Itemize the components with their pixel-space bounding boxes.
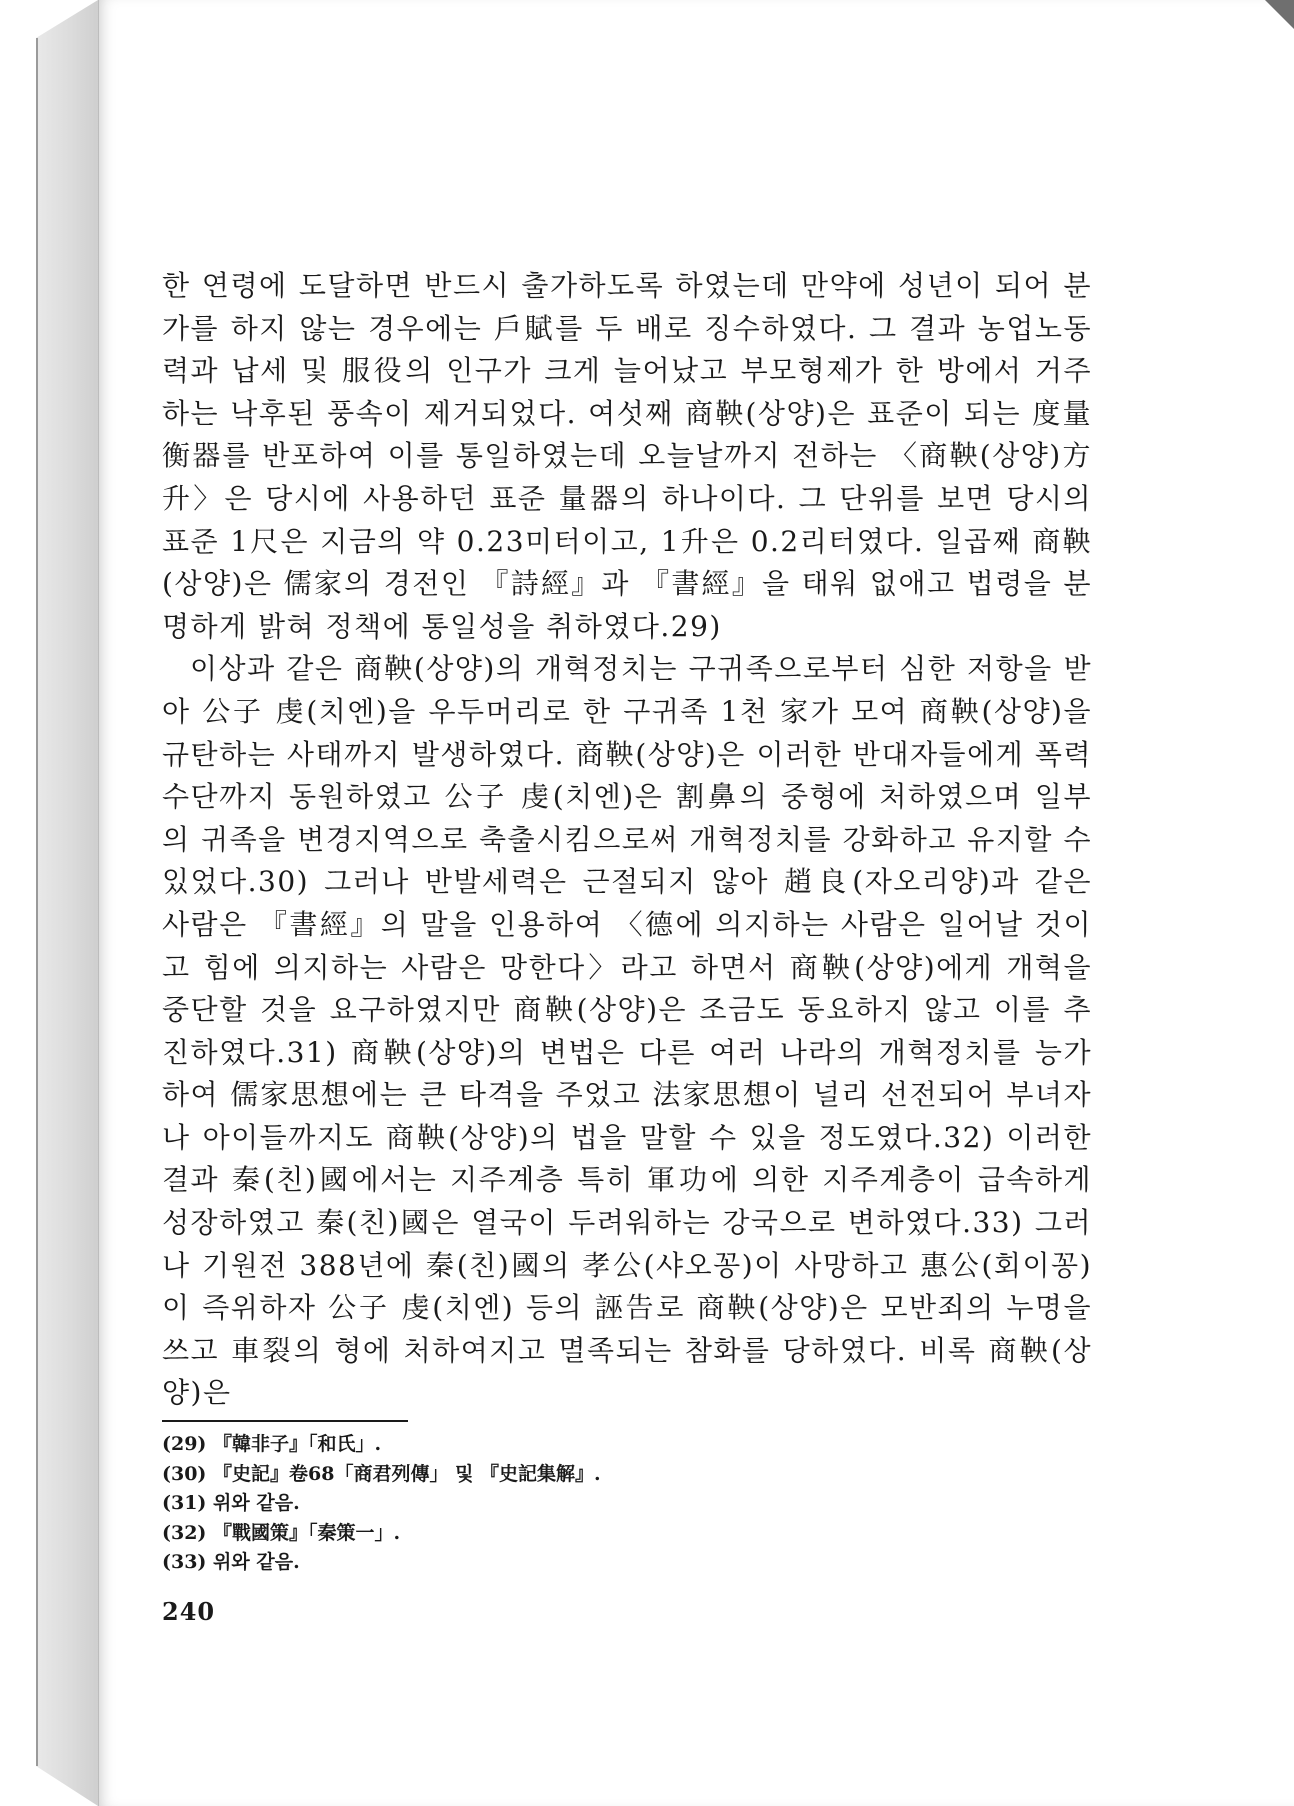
body-text (162, 265, 1092, 1415)
paragraph-1: 한 연령에 도달하면 반드시 출가하도록 하였는데 만약에 성년이 되어 분가를 하지 않는 경우에는 戶賦를 두 배로 징수하였다. 그 결과 농업노동력과 납세 및 服役의 인구가 크게 늘어났고 부모형제가 한 방에서 거주하는 낙후된 풍속이 제거되었다. 여섯째 商鞅(상양)은 표준이 되는 度量衡器를 반포하여 이를 통일하였는데 오늘날까지 전하는 〈商鞅(상양)方升〉은 당시에 사용하던 표준 量器의 하나이다. 그 단위를 보면 당시의 표준 1尺은 지금의 약 0.23미터이고, 1升은 0.2리터였다. 일곱째 商鞅(상양)은 儒家의 경전인 『詩經』과 『書經』을 태워 없애고 법령을 분명하게 밝혀 정책에 통일성을 취하였다.29) (162, 269, 1092, 643)
page-number: 240 (162, 1597, 216, 1626)
spine-edge (36, 38, 38, 1766)
footnote-29: (29) 『韓非子』「和氏」. (162, 1433, 382, 1455)
book-spine (36, 0, 98, 1806)
footnote-32: (32) 『戰國策』「秦策一」. (162, 1521, 401, 1544)
footnote-31: (31) 위와 같음. (162, 1492, 300, 1514)
footnote-rule (162, 1420, 408, 1422)
footnote-30: (30) 『史記』卷68「商君列傳」 및 『史記集解』. (162, 1462, 601, 1485)
footnotes (162, 1430, 962, 1578)
paragraph-2: 이상과 같은 商鞅(상양)의 개혁정치는 구귀족으로부터 심한 저항을 받아 公子 虔(치엔)을 우두머리로 한 구귀족 1천 家가 모여 商鞅(상양)을 규탄하는 사태까지 발생하였다. 商鞅(상양)은 이러한 반대자들에게 폭력수단까지 동원하였고 公子 虔(치엔)은 割鼻의 중형에 처하였으며 일부의 귀족을 변경지역으로 축출시킴으로써 개혁정치를 강화하고 유지할 수 있었다.30) 그러나 반발세력은 근절되지 않아 趙良(자오리양)과 같은 사람은 『書經』의 말을 인용하여 〈德에 의지하는 사람은 일어날 것이고 힘에 의지하는 사람은 망한다〉라고 하면서 商鞅(상양)에게 개혁을 중단할 것을 요구하였지만 商鞅(상양)은 조금도 동요하지 않고 이를 추진하였다.31) 商鞅(상양)의 변법은 다른 여러 나라의 개혁정치를 능가하여 儒家思想에는 큰 타격을 주었고 法家思想이 널리 선전되어 부녀자나 아이들까지도 商鞅(상양)의 법을 말할 수 있을 정도였다.32) 이러한 결과 秦(친)國에서는 지주계층 특히 軍功에 의한 지주계층이 급속하게 성장하였고 秦(친)國은 열국이 두려워하는 강국으로 변하였다.33) 그러나 기원전 388년에 秦(친)國의 孝公(샤오꽁)이 사망하고 惠公(회이꽁)이 즉위하자 公子 虔(치엔) 등의 誣告로 商鞅(상양)은 모반죄의 누명을 쓰고 車裂의 형에 처하여지고 멸족되는 참화를 당하였다. 비록 商鞅(상양)은 (162, 652, 1092, 1410)
footnote-33: (33) 위와 같음. (162, 1551, 300, 1573)
page-corner (1265, 0, 1294, 30)
